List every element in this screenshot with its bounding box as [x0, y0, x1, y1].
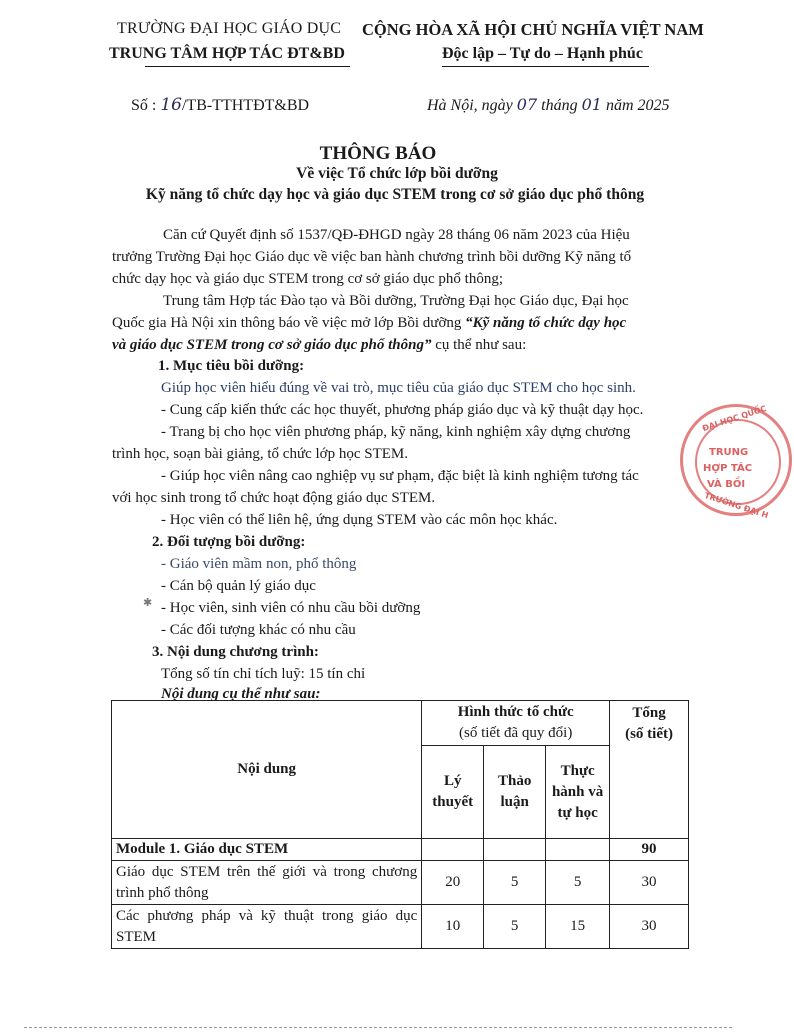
section-1-item: với học sinh trong tổ chức hoạt động giáo dục STEM. — [112, 490, 436, 506]
ref-prefix: Số : — [131, 97, 157, 114]
date-place: Hà Nội, ngày — [427, 97, 513, 114]
row-discussion: 5 — [484, 861, 546, 905]
date-day-handwritten: 07 — [516, 95, 538, 114]
col-group-title: Hình thức tổ chức — [457, 704, 574, 720]
date-month-label: tháng — [541, 97, 578, 114]
module-theory — [422, 839, 484, 861]
section-1-item: Giúp học viên hiểu đúng về vai trò, mục tiêu của giáo dục STEM cho học sinh. — [161, 380, 636, 396]
body-paragraph-2-line-1: Trung tâm Hợp tác Đào tạo và Bồi dưỡng, Trường Đại học Giáo dục, Đại học — [163, 293, 629, 309]
row-theory: 20 — [422, 861, 484, 905]
col-group-note: (số tiết đã quy đổi) — [459, 725, 573, 741]
section-1-item: - Cung cấp kiến thức các học thuyết, phương pháp giáo dục và kỹ thuật dạy học. — [161, 402, 644, 418]
seal-text-line-1: TRUNG — [709, 447, 749, 458]
document-title: THÔNG BÁO — [319, 143, 437, 164]
table-row — [112, 861, 689, 905]
body-paragraph-1-line-2: trưởng Trường Đại học Giáo dục về việc ban hành chương trình bồi dưỡng Kỹ năng tổ — [112, 249, 632, 265]
date-year: năm 2025 — [605, 97, 670, 114]
col-header-theory: Lý thuyết — [422, 746, 484, 839]
reference-number — [131, 95, 309, 115]
p2-tail: cụ thể như sau: — [431, 337, 527, 353]
col-header-content: Nội dung — [112, 701, 422, 839]
col-header-organization — [422, 701, 610, 746]
section-1-heading: 1. Mục tiêu bồi dưỡng: — [158, 358, 305, 374]
total-credits: Tổng số tín chỉ tích luỹ: 15 tín chỉ — [161, 666, 366, 682]
row-content: Các phương pháp và kỹ thuật trong giáo dục STEM — [112, 905, 422, 949]
section-2-item: - Cán bộ quản lý giáo dục — [161, 578, 316, 594]
page-edge-line — [24, 1027, 732, 1028]
body-paragraph-1-line-3: chức dạy học và giáo dục STEM trong cơ sở giáo dục phổ thông; — [112, 271, 503, 287]
col-total-title: Tổng — [632, 705, 666, 721]
module-name: Module 1. Giáo dục STEM — [112, 839, 422, 861]
section-2-item: - Giáo viên mầm non, phổ thông — [161, 556, 357, 572]
seal-text-top: ĐẠI HỌC QUỐC — [701, 403, 768, 434]
section-2-heading: 2. Đối tượng bồi dưỡng: — [152, 534, 306, 550]
programme-table — [111, 700, 689, 949]
ref-suffix: /TB-TTHTĐT&BD — [181, 97, 310, 114]
org-name-underline — [145, 66, 350, 67]
national-motto: Độc lập – Tự do – Hạnh phúc — [442, 45, 643, 62]
row-total: 30 — [610, 861, 689, 905]
seal-text-line-3: VÀ BỒI — [707, 479, 746, 490]
org-name-university: TRƯỜNG ĐẠI HỌC GIÁO DỤC — [117, 20, 342, 37]
table-row — [112, 905, 689, 949]
col-header-discussion: Thảo luận — [484, 746, 546, 839]
section-1-item: trình học, soạn bài giảng, tổ chức lớp học STEM. — [112, 446, 409, 462]
national-motto-underline — [442, 66, 649, 67]
course-name-part-2: và giáo dục STEM trong cơ sở giáo dục phổ thông” — [112, 337, 432, 353]
national-title: CỘNG HÒA XÃ HỘI CHỦ NGHĨA VIỆT NAM — [362, 20, 704, 39]
body-paragraph-1-line-1: Căn cứ Quyết định số 1537/QĐ-ĐHGD ngày 28 tháng 06 năm 2023 của Hiệu — [163, 227, 630, 243]
org-name-center: TRUNG TÂM HỢP TÁC ĐT&BD — [109, 45, 345, 62]
row-discussion: 5 — [484, 905, 546, 949]
seal-text-bottom: TRƯỜNG ĐẠI H — [703, 490, 770, 521]
section-2-item: - Học viên, sinh viên có nhu cầu bồi dưỡng — [161, 600, 421, 616]
red-seal — [680, 403, 792, 521]
body-paragraph-2-line-3 — [112, 334, 526, 356]
course-name-part-1: “Kỹ năng tổ chức dạy học — [465, 315, 627, 331]
module-practice — [546, 839, 610, 861]
row-content: Giáo dục STEM trên thế giới và trong chương trình phổ thông — [112, 861, 422, 905]
seal-text-line-2: HỢP TÁC — [703, 463, 753, 474]
table-module-row — [112, 839, 689, 861]
section-1-item: - Học viên có thể liên hệ, ứng dụng STEM vào các môn học khác. — [161, 512, 558, 528]
issue-date — [427, 95, 670, 115]
section-1-item: - Trang bị cho học viên phương pháp, kỹ năng, kinh nghiệm xây dựng chương — [161, 424, 631, 440]
date-month-handwritten: 01 — [581, 95, 602, 114]
scan-speck: ✱ — [143, 597, 153, 609]
section-2-item: - Các đối tượng khác có nhu cầu — [161, 622, 356, 638]
body-paragraph-2-line-2 — [112, 312, 626, 334]
col-total-note: (số tiết) — [625, 726, 673, 742]
col-header-practice: Thực hành và tự học — [546, 746, 610, 839]
section-3-heading: 3. Nội dung chương trình: — [152, 644, 319, 660]
table-header-row — [112, 701, 689, 746]
detail-heading: Nội dung cụ thể như sau: — [161, 686, 321, 702]
p2-text: Quốc gia Hà Nội xin thông báo về việc mở lớp Bồi dưỡng — [112, 315, 466, 331]
module-discussion — [484, 839, 546, 861]
ref-number-handwritten: 16 — [160, 95, 182, 115]
document-subtitle-1: Về việc Tổ chức lớp bồi dưỡng — [296, 165, 498, 182]
row-total: 30 — [610, 905, 689, 949]
section-1-item: - Giúp học viên nâng cao nghiệp vụ sư phạm, đặc biệt là kinh nghiệm tương tác — [161, 468, 639, 484]
row-theory: 10 — [422, 905, 484, 949]
document-subtitle-2: Kỹ năng tổ chức dạy học và giáo dục STEM trong cơ sở giáo dục phổ thông — [145, 186, 645, 203]
col-header-total — [610, 701, 689, 839]
row-practice: 5 — [546, 861, 610, 905]
module-total: 90 — [610, 839, 689, 861]
row-practice: 15 — [546, 905, 610, 949]
